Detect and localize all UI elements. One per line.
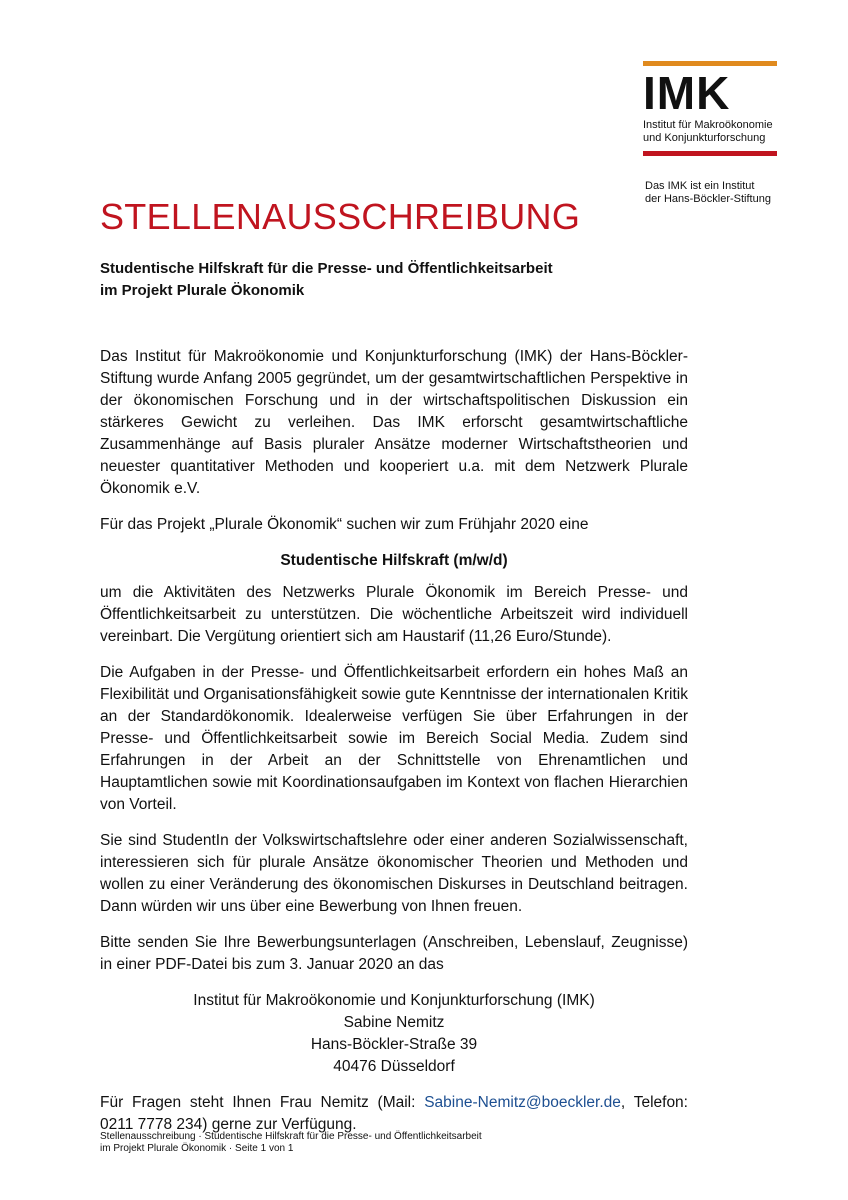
logo-wordmark: IMK — [643, 67, 731, 119]
logo-subtitle-line-2: und Konjunkturforschung — [643, 132, 766, 144]
logo-red-bar — [643, 151, 777, 156]
job-subtitle-line-1: Studentische Hilfskraft für die Presse- und Öffentlichkeitsarbeit — [100, 260, 553, 277]
logo-orange-bar — [643, 61, 777, 66]
contact-prefix: Für Fragen steht Ihnen Frau Nemitz (Mail: — [100, 1094, 425, 1111]
address-line-2: Sabine Nemitz — [343, 1014, 445, 1031]
profile-paragraph: Sie sind StudentIn der Volkswirtschaftslehre oder einer anderen Sozialwissenschaft, interessieren sich für plurale Ansätze ökonomischer Theorien und Methoden und wollen zu einer Veränderung des ökonomischen Diskurses in Deutschland beitragen. Dann würden wir uns über eine Bewerbung von Ihnen freuen. — [100, 832, 688, 915]
email-link[interactable]: Sabine-Nemitz@boeckler.de — [424, 1094, 621, 1111]
address-line-4: 40476 Düsseldorf — [333, 1058, 455, 1075]
address-line-3: Hans-Böckler-Straße 39 — [310, 1036, 478, 1053]
support-paragraph: um die Aktivitäten des Netzwerks Plurale Ökonomik im Bereich Presse- und Öffentlichkeitsarbeit zu unterstützen. Die wöchentliche Arbeitszeit wird individuell vereinbart. Die Vergütung orientiert sich am Haustarif (11,26 Euro/Stunde). — [100, 584, 688, 645]
document-body — [100, 346, 688, 1150]
imk-logo — [643, 61, 777, 156]
logo-subtitle-line-1: Institut für Makroökonomie — [643, 119, 773, 131]
page-title: STELLENAUSSCHREIBUNG — [100, 196, 581, 237]
page-footer — [100, 1131, 482, 1155]
apply-paragraph: Bitte senden Sie Ihre Bewerbungsunterlagen (Anschreiben, Lebenslauf, Zeugnisse) in einer PDF-Datei bis zum 3. Januar 2020 an das — [100, 934, 688, 973]
job-subtitle — [100, 258, 553, 302]
footer-line-1: Stellenausschreibung · Studentische Hilfskraft für die Presse- und Öffentlichkeitsarbeit — [100, 1131, 482, 1142]
footer-line-2: im Projekt Plurale Ökonomik · Seite 1 von 1 — [100, 1143, 294, 1154]
tasks-paragraph: Die Aufgaben in der Presse- und Öffentlichkeitsarbeit erfordern ein hohes Maß an Flexibilität und Organisationsfähigkeit sowie gute Kenntnisse der internationalen Kritik an der Standardökonomik. Idealerweise verfügen Sie über Erfahrungen in der Presse- und Öffentlichkeitsarbeit sowie im Bereich Social Media. Zudem sind Erfahrungen in der Arbeit an der Schnittstelle von Ehrenamtlichen und Hauptamtlichen sowie mit Koordinationsaufgaben im Kontext von flachen Hierarchien von Vorteil. — [100, 664, 688, 813]
search-paragraph: Für das Projekt „Plurale Ökonomik“ suchen wir zum Frühjahr 2020 eine — [100, 516, 589, 533]
intro-paragraph: Das Institut für Makroökonomie und Konjunkturforschung (IMK) der Hans-Böckler-Stiftung wurde Anfang 2005 gegründet, um der gesamtwirtschaftlichen Perspektive in der ökonomischen Forschung und in der wirtschaftspolitischen Diskussion ein stärkeres Gewicht zu verleihen. Das IMK erforscht gesamtwirtschaftliche Zusammenhänge auf Basis pluraler Ansätze moderner Wirtschaftstheorien und neuester quantitativer Methoden und kooperiert u.a. mit dem Netzwerk Plurale Ökonomik e.V. — [100, 348, 688, 497]
address-line-1: Institut für Makroökonomie und Konjunkturforschung (IMK) — [193, 992, 595, 1009]
logo-subtitle — [643, 119, 777, 145]
postal-address — [100, 990, 688, 1078]
logo-note — [645, 180, 771, 206]
contact-paragraph — [100, 1092, 688, 1136]
logo-note-line-2: der Hans-Böckler-Stiftung — [645, 193, 771, 205]
logo-note-line-1: Das IMK ist ein Institut — [645, 180, 755, 192]
job-subtitle-line-2: im Projekt Plurale Ökonomik — [100, 282, 305, 299]
position-heading: Studentische Hilfskraft (m/w/d) — [280, 552, 508, 569]
contact-suffix: , Telefon: 0211 7778 234) gerne zur Verfügung. — [100, 1094, 688, 1133]
